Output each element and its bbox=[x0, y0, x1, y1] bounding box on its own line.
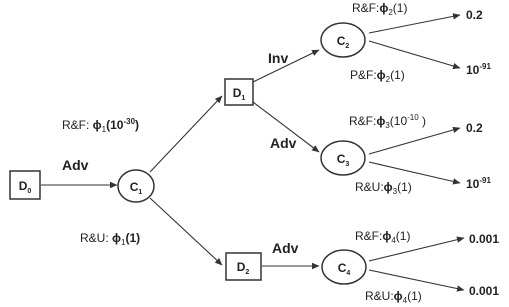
phi-argument: (10 bbox=[389, 114, 408, 128]
phi-symbol: ϕ bbox=[382, 229, 392, 243]
outcome-c4-top bbox=[469, 232, 499, 246]
action-label-d1-c3: Adv bbox=[270, 135, 297, 151]
node-subscript: 0 bbox=[27, 188, 32, 195]
label-prefix: R&F: bbox=[352, 1, 380, 15]
chance-node-c1 bbox=[118, 170, 154, 202]
outcome-c2-top bbox=[466, 8, 483, 22]
phi-subscript: 3 bbox=[385, 121, 390, 130]
phi-subscript: 4 bbox=[391, 236, 396, 245]
phi-symbol: ϕ bbox=[383, 180, 393, 194]
phi-close: ) bbox=[418, 114, 427, 128]
outcome-c3-bottom bbox=[466, 176, 491, 191]
node-subscript: 1 bbox=[241, 95, 246, 102]
label-prefix: P&F: bbox=[350, 68, 377, 82]
decision-node-d0 bbox=[10, 171, 40, 199]
outcome-value: 10 bbox=[466, 177, 480, 191]
node-subscript: 1 bbox=[138, 189, 143, 196]
node-subscript: 2 bbox=[345, 43, 350, 50]
chance-node-c3 bbox=[321, 141, 365, 175]
probability-label-c1-d1 bbox=[62, 117, 139, 134]
outcome-exponent: -91 bbox=[479, 176, 491, 185]
exponent: -10 bbox=[407, 113, 419, 122]
label-prefix: R&U: bbox=[355, 180, 384, 194]
probability-label-c2-bottom bbox=[350, 68, 405, 84]
probability-label-c3-top bbox=[349, 113, 426, 130]
node-letter: D bbox=[18, 179, 28, 193]
probability-label-c1-d2 bbox=[80, 231, 140, 247]
outcome-exponent: -91 bbox=[479, 62, 491, 71]
node-letter: C bbox=[336, 152, 346, 166]
edge-c4-bottom bbox=[369, 270, 464, 290]
probability-label-c3-bottom bbox=[355, 180, 412, 196]
probability-label-c4-bottom bbox=[365, 289, 422, 305]
phi-subscript: 3 bbox=[392, 187, 398, 196]
label-prefix: R&U: bbox=[80, 231, 113, 245]
edge-c2-top bbox=[369, 15, 460, 33]
outcome-value: 10 bbox=[466, 63, 480, 77]
phi-argument: (10 bbox=[106, 118, 124, 132]
node-subscript: 4 bbox=[346, 270, 351, 277]
action-label-d2-c4: Adv bbox=[272, 240, 299, 256]
label-prefix: R&U: bbox=[365, 289, 394, 303]
phi-symbol: ϕ bbox=[393, 289, 403, 303]
label-prefix: R&F: bbox=[355, 229, 383, 243]
probability-label-c2-top bbox=[352, 1, 407, 17]
edge-c1-d1 bbox=[150, 96, 222, 172]
phi-subscript: 2 bbox=[385, 75, 391, 84]
node-subscript: 2 bbox=[245, 269, 250, 276]
outcome-c4-bottom bbox=[469, 284, 499, 298]
node-letter: D bbox=[232, 86, 242, 100]
decision-node-d1 bbox=[225, 79, 253, 105]
outcome-c3-top bbox=[466, 121, 483, 135]
phi-argument: (1) bbox=[397, 180, 412, 194]
phi-subscript: 1 bbox=[121, 238, 126, 247]
action-label-d0-c1: Adv bbox=[62, 157, 89, 173]
phi-symbol: ϕ bbox=[376, 114, 386, 128]
phi-argument: (1) bbox=[390, 68, 405, 82]
outcome-c2-bottom bbox=[466, 62, 491, 77]
phi-close: ) bbox=[135, 118, 140, 132]
phi-argument: (1) bbox=[395, 229, 411, 243]
outcome-value: 0.001 bbox=[469, 232, 500, 246]
phi-subscript: 2 bbox=[388, 8, 393, 17]
node-letter: D bbox=[236, 260, 246, 274]
outcome-value: 0.001 bbox=[469, 284, 500, 298]
phi-symbol: ϕ bbox=[379, 1, 389, 15]
phi-subscript: 1 bbox=[101, 125, 107, 134]
decision-node-d2 bbox=[226, 253, 261, 280]
phi-symbol: ϕ bbox=[376, 68, 386, 82]
outcome-value: 0.2 bbox=[466, 8, 483, 22]
label-prefix: R&F: bbox=[349, 114, 377, 128]
phi-argument: (1) bbox=[392, 1, 408, 15]
chance-node-c2 bbox=[321, 23, 365, 57]
action-label-d1-c2: Inv bbox=[268, 50, 289, 66]
edge-c3-top bbox=[369, 128, 460, 154]
phi-subscript: 4 bbox=[402, 296, 408, 305]
outcome-value: 0.2 bbox=[466, 121, 483, 135]
probability-label-c4-top bbox=[355, 229, 410, 245]
label-prefix: R&F: bbox=[62, 118, 93, 132]
node-letter: C bbox=[129, 180, 139, 194]
edge-c1-d2 bbox=[150, 198, 222, 265]
phi-symbol: ϕ bbox=[92, 118, 102, 132]
node-subscript: 3 bbox=[345, 161, 350, 168]
phi-argument: (1) bbox=[125, 231, 141, 245]
edge-c2-bottom bbox=[369, 41, 460, 68]
exponent: -30 bbox=[123, 117, 136, 126]
chance-node-c4 bbox=[322, 250, 366, 284]
node-letter: C bbox=[336, 34, 346, 48]
node-letter: C bbox=[337, 261, 347, 275]
phi-symbol: ϕ bbox=[112, 231, 122, 245]
phi-argument: (1) bbox=[407, 289, 422, 303]
